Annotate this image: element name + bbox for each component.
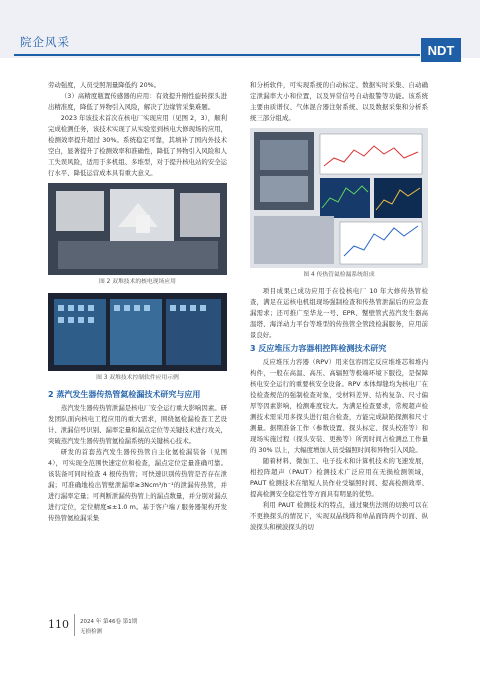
footer-divider [74, 614, 75, 636]
figure-4-caption: 图 4 传热管氦检漏系统组成 [303, 272, 375, 278]
paragraph: 2023 年该技术首次在核电厂实现应用（见图 2，3），顺利完成检测任务，该技术实现了从实验室到核电大修现场的应用，检测效率提升超过 30%。系统稳定可靠，其填补了国内外技术空白，显著提升了检测效率和准确性，降低了异物引入风险和人工失误风险，适用于多机组、多堆型，对于提升核电站的安全运行水平、降低运营成本具有重大意义。 [48, 114, 227, 177]
section-heading: 3 反应堆压力容器相控阵检测技术研究 [250, 344, 387, 353]
right-column [250, 80, 428, 533]
figure-2-photo [48, 183, 227, 275]
figure-4-image [250, 128, 428, 268]
left-column [48, 80, 227, 524]
page-number: 110 [48, 618, 69, 631]
journal-name: 无损检测 [80, 629, 103, 635]
figure-2-image [48, 183, 227, 275]
paragraph: 反应堆压力容器（RPV）用来包容固定反应堆堆芯和堆内构件，一般在高温、高压、高辐照等极端环境下服役，是保障核电安全运行的重要核安全设备。RPV 本体焊缝均为核电厂在役检查规范的强制检查对象，受材料差异、结构复杂、尺寸偏厚等因素影响，检测难度较大。为满足检查要求，常规超声检测技术需采用多探头进行组合检查，方能完成缺陷探测和尺寸测量。据期准备工作（参数设置、探头标定、探头校准等）和现场实施过程（探头安装、更换等）所需时间占检测总工作量的 30% 以上，大幅度增加人员受辐照时间和异物引入风险。 [250, 358, 428, 454]
figure-4-photo [250, 128, 428, 268]
paragraph: 利用 PAUT 检测技术的特点，通过聚焦法则的切换可以在不更换探头的情况下，实现双晶线阵和单晶面阵两个切面、纵波探头和横波探头的切 [250, 501, 428, 531]
section-heading: 2 蒸汽发生器传热管氦检漏技术研究与应用 [48, 390, 201, 399]
paragraph: （3）高精度瓶置传感器的应用：有效提升刚性旋转探头进出精准度，降低了异物引入风险，解决了边缘管采集难题。 [48, 92, 227, 111]
figure-3-image [48, 293, 227, 371]
issue-info: 2024 年 第46卷 第1期 [80, 619, 138, 625]
paragraph: 研发的首套蒸汽发生器传热管自主化氦检漏装备（见图 4），可实现全范围快速定位和检查，漏点定位定量准确可靠。该装备可同时检查 4 根传热管；可快速识别传热管是否存在泄漏；可准确地检出管壁泄漏率≥3Ncm³/h⁻¹的泄漏传热管，并进行漏率定量；可判断泄漏传热管上的漏点数量，并分别对漏点进行定位，定位精度≤±1.0 m。基于客户端 / 服务器架构开发传热管氦检漏采集 [48, 448, 227, 522]
paragraph: 随着材料、微加工、电子技术和计算机技术的飞速发展，相控阵超声（PAUT）检测技术广泛应用在无损检测领域，PAUT 检测技术在缩短人员作业受辐照时间、提高检测效率、提高检测安全稳定性等方面具有明显的优势。 [250, 457, 428, 498]
figure-2-caption: 图 2 双堆技术的核电现场应用 [99, 279, 176, 285]
paragraph: 项目成果已成功应用于在役核电厂 10 年大修传热管检查，满足在运核电机组现场强制检查和传热管泄漏后的应急查漏需求；还可推广至华龙一号、EPR、蟹壁管式蒸汽发生器高温塔、海洋动力平台等堆型的传热管全管段检漏服务，应用前景良好。 [250, 287, 428, 339]
section-title: 院企风采 [20, 35, 70, 49]
page-header [0, 0, 480, 58]
journal-logo: NDT [421, 38, 461, 62]
figure-3-caption: 图 3 双堆技术控制软件应用示例 [96, 375, 179, 381]
figure-3-photo [48, 293, 227, 371]
header-divider [14, 54, 420, 56]
paragraph: 和分析软件，可实现系统的自动标定、数据实时采集、自动确定泄漏率大小和位置，以及异常信号自动报警等功能。该系统主要由质谱仪、气体混合器注射系统、以及数据采集和分析系统三部分组成。 [250, 81, 428, 122]
paragraph: 蒸汽发生器传热管泄漏是核电厂安全运行重大影响因素。研发团队面向核电工程应用的重大需求，围绕氦检漏检查工艺设计、泄漏信号识别、漏率定量和漏点定位等关键技术进行攻关，突破蒸汽发生器传热管氦检漏系统的关键核心技术。 [48, 404, 227, 445]
paragraph: 劳动强度，人员受照剂量降低约 20%。 [48, 81, 161, 89]
